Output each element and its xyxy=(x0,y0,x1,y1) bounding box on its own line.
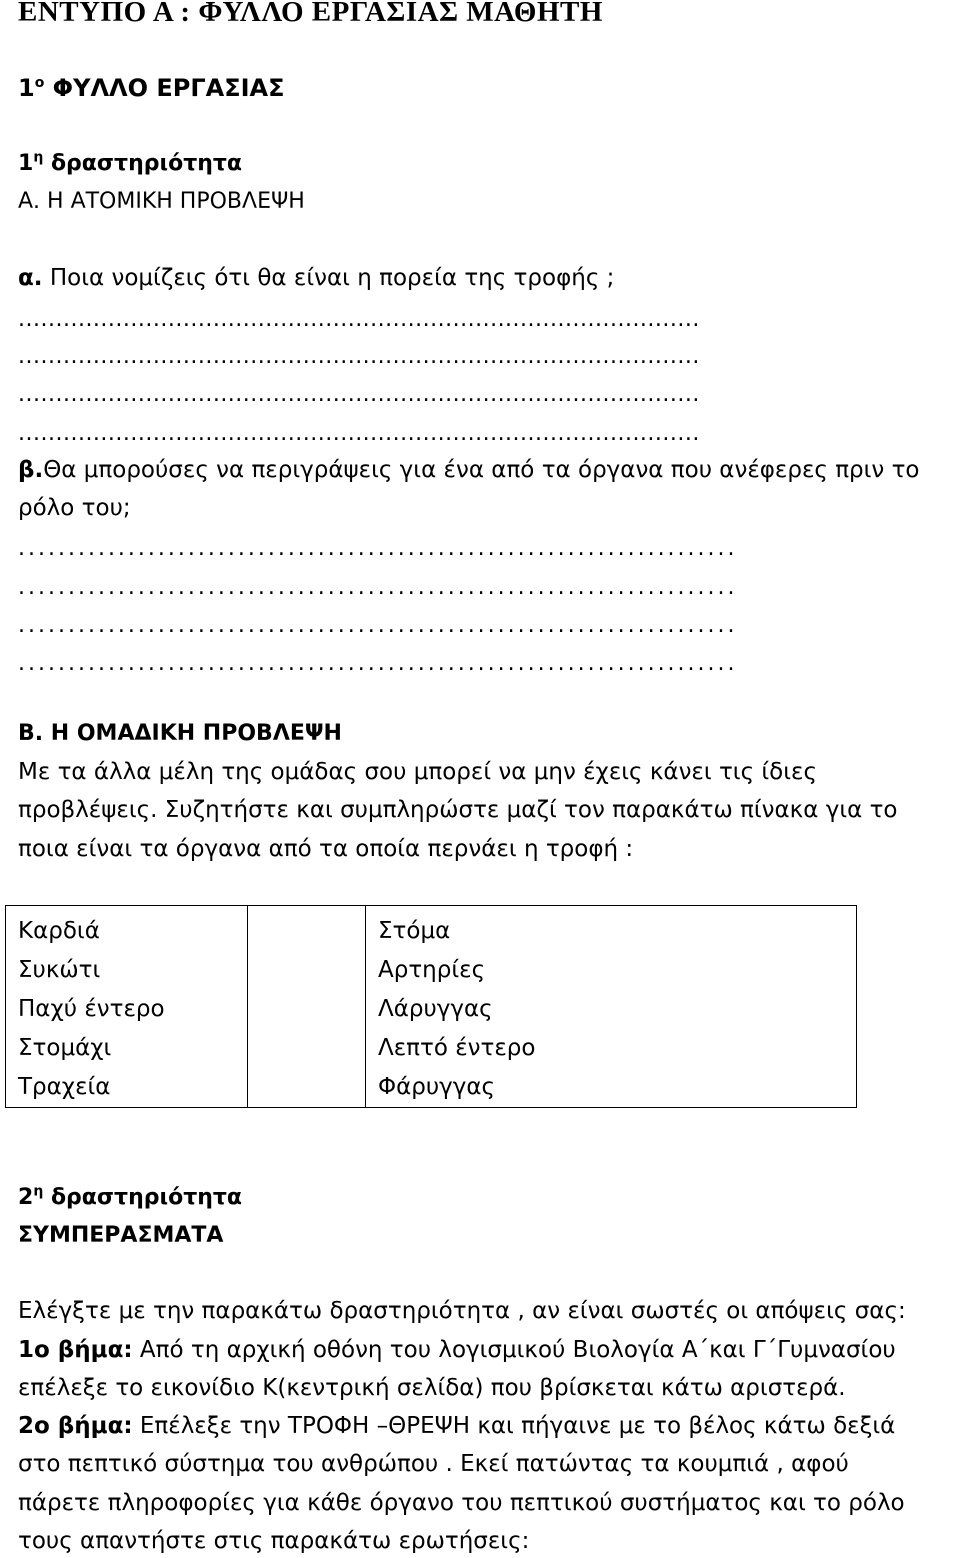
answer-line[interactable]: ........................................................................ xyxy=(18,536,738,561)
answer-line[interactable]: ........................................................................ xyxy=(18,613,738,638)
step-2-line4: τους απαντήστε στις παρακάτω ερωτήσεις: xyxy=(18,1528,530,1554)
organ-item: Λεπτό έντερο xyxy=(378,1035,536,1061)
activity-2-heading: $2^\eta$ δραστηριότητα xyxy=(18,1183,243,1210)
organ-item: Συκώτι xyxy=(18,957,101,983)
step-2-line3: πάρετε πληροφορίες για κάθε όργανο του πεπτικού συστήματος και το ρόλο xyxy=(18,1490,905,1516)
step-2-line1: 2ο βήμα: Επέλεξε την ΤΡΟΦΗ –ΘΡΕΨΗ και πήγαινε με το βέλος κάτω δεξιά xyxy=(18,1413,896,1439)
question-b-line2: ρόλο του; xyxy=(18,495,131,521)
organ-item: Αρτηρίες xyxy=(378,957,486,983)
section-b-heading: Β. Η ΟΜΑΔΙΚΗ ΠΡΟΒΛΕΨΗ xyxy=(18,721,342,746)
organs-column-empty[interactable] xyxy=(248,906,366,1108)
question-b: β.Θα μπορούσες να περιγράψεις για ένα από τα όργανα που ανέφερες πριν το xyxy=(18,457,920,483)
organs-table xyxy=(5,905,857,1108)
organ-item: Φάρυγγας xyxy=(378,1074,496,1100)
section-b-text-line1: Με τα άλλα μέλη της ομάδας σου μπορεί να μην έχεις κάνει τις ίδιες xyxy=(18,759,817,785)
organ-item: Παχύ έντερο xyxy=(18,996,165,1022)
organs-column-right xyxy=(366,906,857,1108)
answer-line[interactable]: ........................................................................................... xyxy=(18,382,700,407)
organ-item: Στομάχι xyxy=(18,1035,112,1061)
activity-2-intro: Ελέγξτε με την παρακάτω δραστηριότητα , αν είναι σωστές οι απόψεις σας: xyxy=(18,1298,906,1324)
organs-column-left xyxy=(6,906,248,1108)
sheet-heading: $1^o$ ΦΥΛΛΟ ΕΡΓΑΣΙΑΣ xyxy=(18,74,285,102)
section-a-heading: Α. Η ΑΤΟΜΙΚΗ ΠΡΟΒΛΕΨΗ xyxy=(18,189,305,214)
conclusions-heading: ΣΥΜΠΕΡΑΣΜΑΤΑ xyxy=(18,1223,224,1248)
organ-item: Λάρυγγας xyxy=(378,996,493,1022)
page-title: ΕΝΤΥΠΟ Α : ΦΥΛΛΟ ΕΡΓΑΣΙΑΣ ΜΑΘΗΤΗ xyxy=(18,0,603,28)
organ-item: Τραχεία xyxy=(18,1074,111,1100)
question-a: α. Ποια νομίζεις ότι θα είναι η πορεία της τροφής ; xyxy=(18,265,615,291)
section-b-text-line2: προβλέψεις. Συζητήστε και συμπληρώστε μαζί τον παρακάτω πίνακα για το xyxy=(18,797,898,823)
answer-line[interactable]: ........................................................................................... xyxy=(18,421,700,446)
activity-1-heading: $1^\eta$ δραστηριότητα xyxy=(18,149,243,176)
answer-line[interactable]: ........................................................................................... xyxy=(18,307,700,332)
organ-item: Καρδιά xyxy=(18,918,100,944)
answer-line[interactable]: ........................................................................ xyxy=(18,575,738,600)
step-2-line2: στο πεπτικό σύστημα του ανθρώπου . Εκεί πατώντας τα κουμπιά , αφού xyxy=(18,1451,849,1477)
organ-item: Στόμα xyxy=(378,918,451,944)
section-b-text-line3: ποια είναι τα όργανα από τα οποία περνάει η τροφή : xyxy=(18,836,634,862)
step-1-line1: 1ο βήμα: Από τη αρχική οθόνη του λογισμικού Βιολογία Α΄και Γ΄Γυμνασίου xyxy=(18,1337,896,1363)
answer-line[interactable]: ........................................................................ xyxy=(18,651,738,676)
step-1-line2: επέλεξε το εικονίδιο Κ(κεντρική σελίδα) που βρίσκεται κάτω αριστερά. xyxy=(18,1375,846,1401)
answer-line[interactable]: ........................................................................................... xyxy=(18,344,700,369)
